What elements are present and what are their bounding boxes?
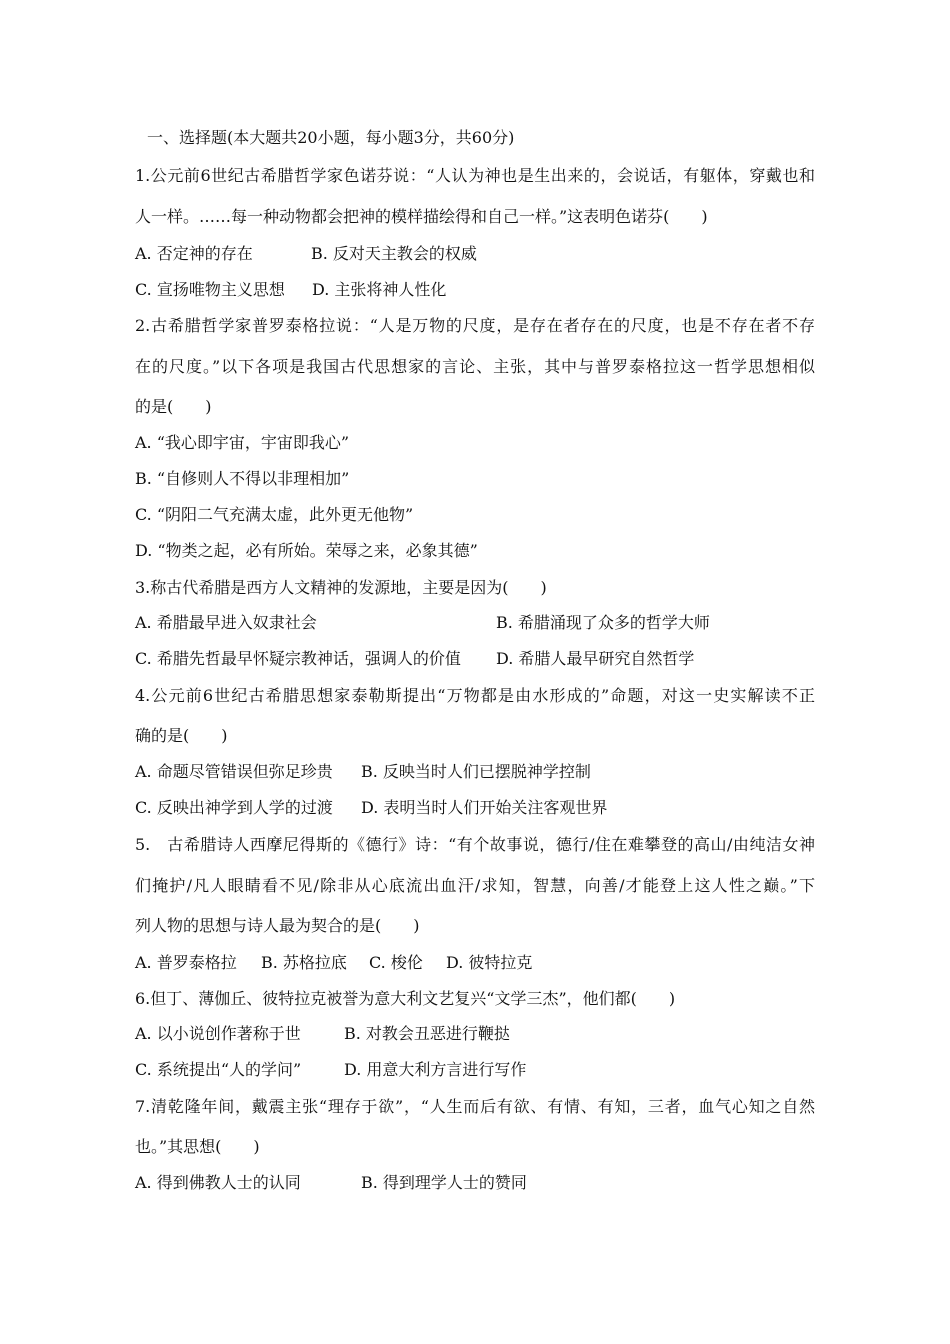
question-2-option-b: B. “自修则人不得以非理相加” [135, 469, 350, 488]
question-7-line-2: 也。”其思想( ) [135, 1137, 260, 1156]
question-4-line-2: 确的是( ) [135, 726, 228, 745]
question-2-line-2: 在的尺度。”以下各项是我国古代思想家的言论、主张，其中与普罗泰格拉这一哲学思想相似 [135, 357, 815, 376]
question-6-option-d: D. 用意大利方言进行写作 [344, 1060, 527, 1079]
question-2-option-c: C. “阴阳二气充满太虚，此外更无他物” [135, 505, 414, 524]
question-1-option-c: C. 宣扬唯物主义思想 [135, 280, 285, 299]
question-1-line-1: 1.公元前6世纪古希腊哲学家色诺芬说：“人认为神也是生出来的，会说话，有躯体，穿戴也和 [135, 166, 815, 185]
question-6-option-b: B. 对教会丑恶进行鞭挞 [344, 1024, 510, 1043]
question-6-option-c: C. 系统提出“人的学问” [135, 1060, 302, 1079]
section-header: 一、选择题(本大题共20小题，每小题3分，共60分) [147, 128, 515, 147]
question-5-line-1: 5. 古希腊诗人西摩尼得斯的《德行》诗：“有个故事说，德行/住在难攀登的高山/由纯洁女神 [135, 835, 815, 854]
question-1-option-d: D. 主张将神人性化 [312, 280, 447, 299]
question-3-option-a: A. 希腊最早进入奴隶社会 [135, 613, 317, 632]
question-1-option-a: A. 否定神的存在 [135, 244, 253, 263]
question-1-option-b: B. 反对天主教会的权威 [311, 244, 477, 263]
question-4-option-a: A. 命题尽管错误但弥足珍贵 [135, 762, 333, 781]
question-1-line-2: 人一样。……每一种动物都会把神的模样描绘得和自己一样。”这表明色诺芬( ) [135, 207, 708, 226]
question-7-option-a: A. 得到佛教人士的认同 [135, 1173, 301, 1192]
question-4-option-c: C. 反映出神学到人学的过渡 [135, 798, 333, 817]
question-5-option-b: B. 苏格拉底 [261, 953, 347, 972]
question-5-option-d: D. 彼特拉克 [446, 953, 533, 972]
question-5-line-2: 们掩护/凡人眼睛看不见/除非从心底流出血汗/求知，智慧，向善/才能登上这人性之巅。”下 [135, 876, 815, 895]
question-2-option-d: D. “物类之起，必有所始。荣辱之来，必象其德” [135, 541, 478, 560]
question-3-option-b: B. 希腊涌现了众多的哲学大师 [496, 613, 710, 632]
question-3-option-c: C. 希腊先哲最早怀疑宗教神话，强调人的价值 [135, 649, 461, 668]
question-7-option-b: B. 得到理学人士的赞同 [361, 1173, 527, 1192]
question-6-option-a: A. 以小说创作著称于世 [135, 1024, 301, 1043]
question-4-line-1: 4.公元前6世纪古希腊思想家泰勒斯提出“万物都是由水形成的”命题，对这一史实解读不正 [135, 686, 815, 705]
question-3-option-d: D. 希腊人最早研究自然哲学 [496, 649, 695, 668]
question-7-line-1: 7.清乾隆年间，戴震主张“理存于欲”，“人生而后有欲、有情、有知，三者，血气心知之自然 [135, 1097, 815, 1116]
question-4-option-d: D. 表明当时人们开始关注客观世界 [361, 798, 608, 817]
question-5-option-a: A. 普罗泰格拉 [135, 953, 237, 972]
question-3-line-1: 3.称古代希腊是西方人文精神的发源地，主要是因为( ) [135, 578, 547, 597]
question-2-option-a: A. “我心即宇宙，宇宙即我心” [135, 433, 350, 452]
question-6-line-1: 6.但丁、薄伽丘、彼特拉克被誉为意大利文艺复兴“文学三杰”，他们都( ) [135, 989, 676, 1008]
question-5-line-3: 列人物的思想与诗人最为契合的是( ) [135, 916, 420, 935]
question-2-line-1: 2.古希腊哲学家普罗泰格拉说：“人是万物的尺度，是存在者存在的尺度，也是不存在者不存 [135, 316, 815, 335]
question-5-option-c: C. 梭伦 [369, 953, 423, 972]
question-2-line-3: 的是( ) [135, 397, 212, 416]
question-4-option-b: B. 反映当时人们已摆脱神学控制 [361, 762, 591, 781]
